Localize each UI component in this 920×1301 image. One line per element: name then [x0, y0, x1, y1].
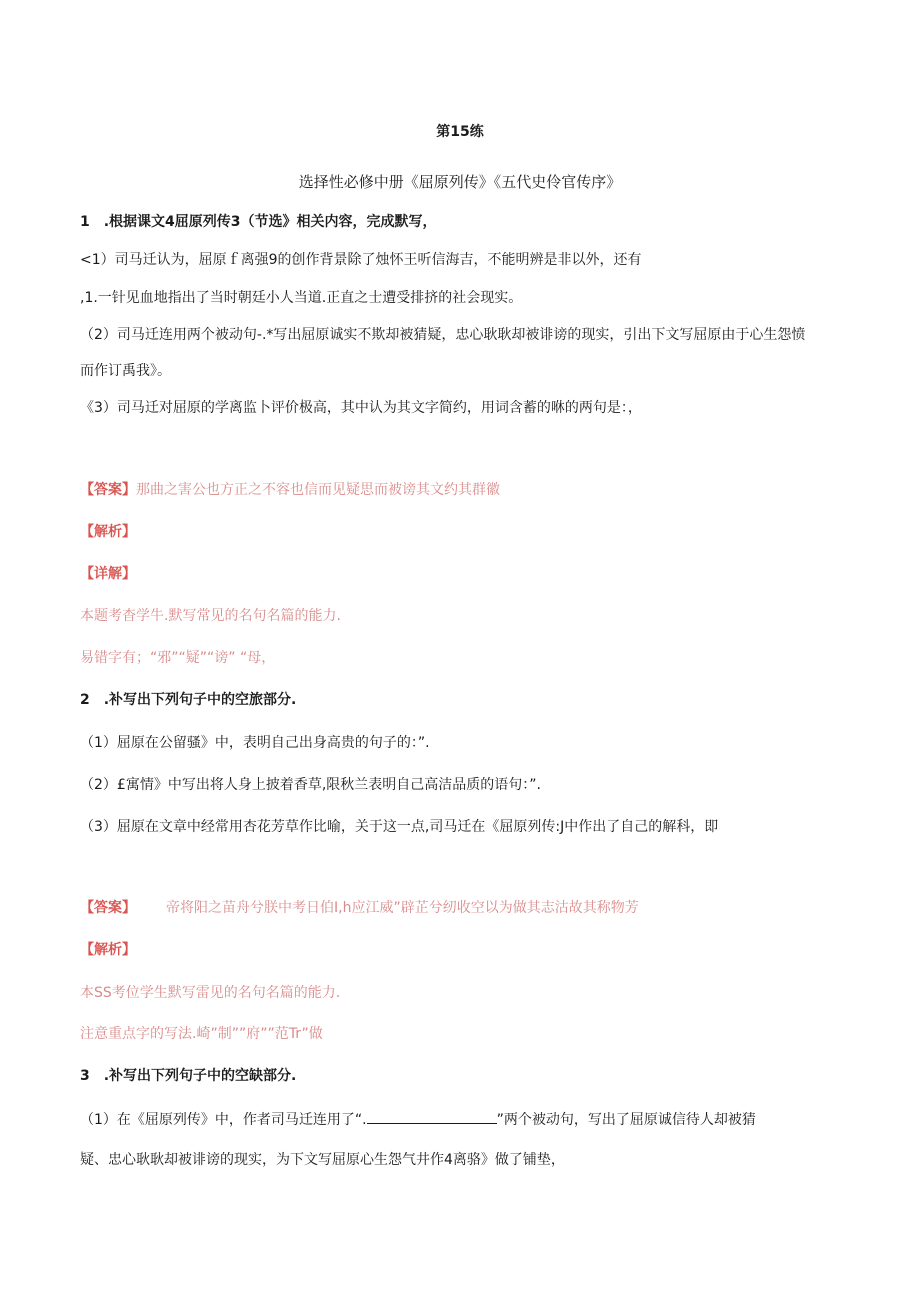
question-1-detail-2: 易错字有；“邪”“疑”“谤” “母，	[80, 650, 276, 666]
question-1-part-2-cont: 而作订禹我》。	[80, 363, 171, 379]
question-2-analysis-label: 【解析】	[80, 942, 136, 958]
question-2-part-1: （1）屈原在公留骚》中，表明自己出身高贵的句子的：”.	[80, 735, 430, 751]
question-1-part-2: （2）司马迁连用两个被动句-.*写出屈原诚实不欺却被猜疑，忠心耿耿却被诽谤的现实，引出下文写屈原由于心生怨愤	[80, 327, 806, 343]
question-2-part-3: （3）屈原在文章中经常用杏花芳草作比喻，关于这一点,司马迁在《屈原列传:J中作出了自己的解科，即	[80, 819, 719, 835]
fill-blank	[367, 1109, 497, 1124]
question-1-detail-label: 【详解】	[80, 566, 136, 582]
lesson-title: 第15练	[436, 124, 484, 140]
question-1-detail-1: 本题考杳学牛.默写常见的名句名篇的能力.	[80, 608, 341, 624]
question-1-analysis-label: 【解析】	[80, 524, 136, 540]
question-2-detail-1: 本SS考位学生默写雷见的名句名篇的能力.	[80, 985, 341, 1001]
question-1-part-3: 《3）司马迁对屈原的学离监卜评价极高，其中认为其文字简约，用词含蓄的咻的两句是：，	[80, 400, 642, 416]
question-2-part-2: （2）£寓情》中写出将人身上披着香草,限秋兰表明自己高洁品质的语句：”.	[80, 777, 541, 793]
answer-text: 那曲之害公也方正之不容也信而见疑思而被谤其文约其群徽	[136, 482, 500, 498]
question-1-answer	[80, 480, 500, 500]
question-1-part-1-cont: ,1.一针见血地指出了当时朝廷小人当道.正直之士遭受排挤的社会现实。	[80, 290, 523, 306]
question-2-answer	[80, 898, 639, 918]
question-3-stem: 3 .补写出下列句子中的空缺部分.	[80, 1068, 297, 1084]
question-3-part-1-end: ”两个被动句，写出了屈原诚信待人却被猜	[496, 1112, 756, 1128]
question-3-part-1-start: （1）在《屈原列传》中，作者司马迁连用了“.	[80, 1112, 367, 1128]
answer-label: 【答案】	[80, 900, 136, 916]
answer-label: 【答案】	[80, 482, 136, 498]
question-1-part-1: <1）司马迁认为，屈原ｆ离强9的创作背景除了烛怀王听信海吉，不能明辨是非以外，还有	[80, 252, 642, 268]
answer-text: 帝将阳之苗舟兮朕中考日伯I,h应江威”辟芷兮纫收空以为做其志沽故其称物芳	[166, 900, 639, 916]
question-1-stem: 1 .根据课文4屈原列传3（节选》相关内容，完成默写，	[80, 214, 437, 230]
question-2-detail-2: 注意重点字的写法.崎”制””府””范Tr”做	[80, 1026, 323, 1042]
question-3-part-1-cont: 疑、忠心耿耿却被诽谤的现实，为下文写屈原心生怨气井作4离骆》做了铺垫，	[80, 1152, 565, 1168]
question-2-stem: 2 .补写出下列句子中的空旅部分.	[80, 692, 297, 708]
question-3-part-1	[80, 1109, 756, 1130]
document-subtitle: 选择性必修中册《屈原列传》《五代史伶官传序》	[298, 173, 622, 191]
